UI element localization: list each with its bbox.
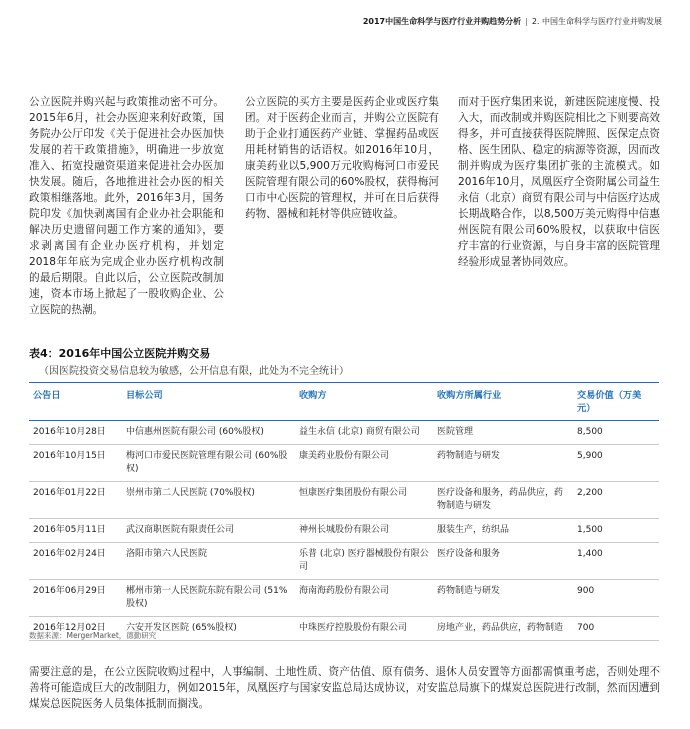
cell-acquirer: 海南海药股份有限公司	[295, 580, 433, 617]
cell-target: 郴州市第一人民医院东院有限公司 (51%股权)	[122, 580, 295, 617]
body-column-2: 公立医院的买方主要是医药企业或医疗集团。对于医药企业而言，并购公立医院有助于企业打通医药产业链、掌握药品或医用耗材销售的话语权。如2016年10月，康美药业以5,900万元收购梅河口市爱民医院管理有限公司的60%股权，获得梅河口市中心医院的管理权，并可在日后获得药物、器械和耗材等供应链收益。	[245, 96, 439, 220]
header-separator: |	[525, 17, 528, 26]
cell-date: 2016年02月24日	[29, 543, 122, 580]
cell-value: 700	[573, 617, 659, 641]
table-row	[29, 421, 659, 445]
deals-table	[29, 382, 659, 641]
body-column-3: 而对于医疗集团来说，新建医院速度慢、投入大，而改制或并购医院相比之下则要高效得多，并可直接获得医院牌照、医保定点资格、医生团队、稳定的病源等资源，因而改制并购成为医疗集团扩张的主流模式。如2016年10月，凤凰医疗全资附属公司益生永信（北京）商贸有限公司与中信医疗达成长期战略合作，以8,500万美元购得中信惠州医院有限公司60%股权，以获取中信医疗丰富的行业资源，与自身丰富的医院管理经验形成显著协同效应。	[458, 96, 660, 268]
cell-industry: 药物制造与研发	[433, 580, 573, 617]
cell-target: 中信惠州医院有限公司 (60%股权)	[122, 421, 295, 445]
cell-value: 1,500	[573, 519, 659, 543]
cell-acquirer: 康美药业股份有限公司	[295, 445, 433, 482]
cell-industry: 医疗设备和服务，药品供应，药物制造与研发	[433, 482, 573, 519]
table-row	[29, 445, 659, 482]
cell-industry: 医疗设备和服务	[433, 543, 573, 580]
header-acquirer: 收购方	[295, 383, 433, 421]
cell-target: 武汉商职医院有限责任公司	[122, 519, 295, 543]
cell-value: 5,900	[573, 445, 659, 482]
cell-target: 六安开发区医院 (65%股权)	[122, 617, 295, 641]
cell-acquirer: 乐普 (北京) 医疗器械股份有限公司	[295, 543, 433, 580]
cell-acquirer: 恒康医疗集团股份有限公司	[295, 482, 433, 519]
cell-acquirer: 益生永信 (北京) 商贸有限公司	[295, 421, 433, 445]
section-title: 2. 中国生命科学与医疗行业并购发展	[531, 17, 662, 26]
header-target-company: 目标公司	[122, 383, 295, 421]
cell-date: 2016年06月29日	[29, 580, 122, 617]
report-title: 2017中国生命科学与医疗行业并购趋势分析	[362, 17, 522, 26]
table-row	[29, 543, 659, 580]
cell-value: 2,200	[573, 482, 659, 519]
cell-date: 2016年12月02日	[29, 617, 122, 641]
table-row	[29, 482, 659, 519]
cell-acquirer: 中珠医疗控股股份有限公司	[295, 617, 433, 641]
cell-date: 2016年10月15日	[29, 445, 122, 482]
cell-target: 崇州市第二人民医院 (70%股权)	[122, 482, 295, 519]
cell-industry: 药物制造与研发	[433, 445, 573, 482]
running-header	[363, 16, 662, 27]
header-acquirer-industry: 收购方所属行业	[433, 383, 573, 421]
cell-target: 洛阳市第六人民医院	[122, 543, 295, 580]
cell-date: 2016年01月22日	[29, 482, 122, 519]
closing-paragraph: 需要注意的是，在公立医院收购过程中，人事编制、土地性质、资产估值、原有债务、退休人员安置等方面都需慎重考虑，否则处理不善将可能造成巨大的改制阻力，例如2015年，凤凰医疗与国家安监总局达成协议，对安监总局旗下的煤炭总医院进行改制，然而因遭到煤炭总医院医务人员集体抵制而搁浅。	[29, 666, 660, 710]
cell-industry: 医院管理	[433, 421, 573, 445]
cell-industry: 房地产业，药品供应，药物制造	[433, 617, 573, 641]
cell-industry: 服装生产，纺织品	[433, 519, 573, 543]
cell-date: 2016年05月11日	[29, 519, 122, 543]
header-deal-value: 交易价值（万美元）	[573, 383, 659, 421]
cell-value: 1,400	[573, 543, 659, 580]
table-header-row	[29, 383, 659, 421]
data-source-note: 数据来源：MergerMarket，德勤研究	[29, 631, 157, 640]
cell-date: 2016年10月28日	[29, 421, 122, 445]
table-note: （因医院投资交易信息较为敏感，公开信息有限，此处为不完全统计）	[39, 366, 349, 377]
table-row	[29, 519, 659, 543]
table-title: 表4：2016年中国公立医院并购交易	[29, 347, 211, 360]
table-row	[29, 580, 659, 617]
header-announce-date: 公告日	[29, 383, 122, 421]
cell-acquirer: 神州长城股份有限公司	[295, 519, 433, 543]
cell-value: 900	[573, 580, 659, 617]
body-column-1: 公立医院并购兴起与政策推动密不可分。2015年6月，社会办医迎来利好政策，国务院办公厅印发《关于促进社会办医加快发展的若干政策措施》，明确进一步放宽准入、拓宽投融资渠道来促进社会办医加快发展。随后，各地推进社会办医的相关政策相继落地。此外，2016年3月，国务院印发《加快剥离国有企业办社会职能和解决历史遗留问题工作方案的通知》，要求剥离国有企业办医疗机构，并划定2018年年底为完成企业办医疗机构改制的最后期限。自此以后，公立医院改制加速，资本市场上掀起了一股收购企业、公立医院的热潮。	[29, 96, 224, 316]
cell-target: 梅河口市爱民医院管理有限公司 (60%股权)	[122, 445, 295, 482]
cell-value: 8,500	[573, 421, 659, 445]
